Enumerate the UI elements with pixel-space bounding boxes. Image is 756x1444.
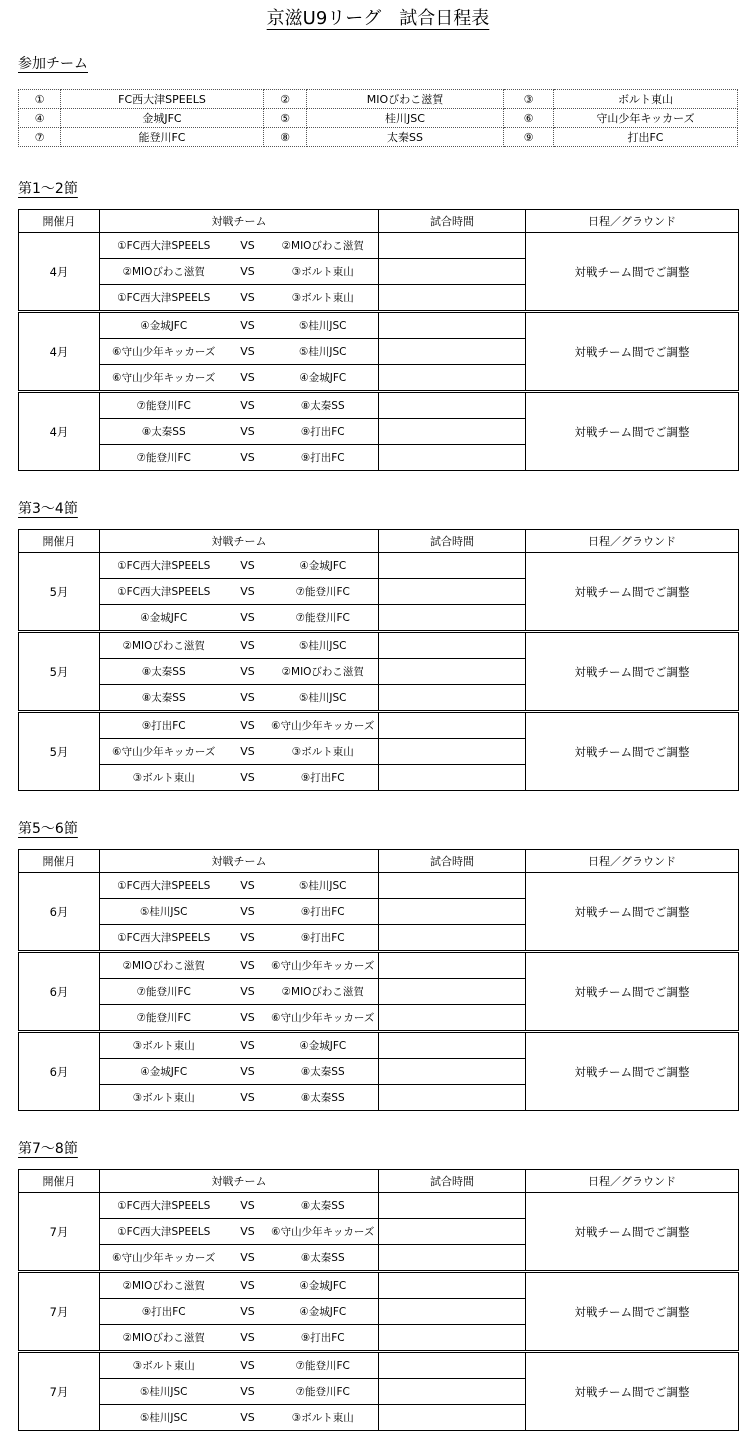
team-name: 打出FC bbox=[554, 128, 738, 147]
vs-label: VS bbox=[228, 765, 268, 791]
match-row bbox=[19, 553, 739, 579]
away-team: ⑧太秦SS bbox=[268, 1085, 379, 1111]
match-row bbox=[19, 873, 739, 899]
header-time: 試合時間 bbox=[379, 1170, 526, 1193]
vs-label: VS bbox=[228, 873, 268, 899]
home-team: ⑤桂川JSC bbox=[100, 1405, 228, 1431]
match-month: 4月 bbox=[19, 233, 100, 312]
team-name: MIOびわこ滋賀 bbox=[307, 90, 504, 109]
home-team: ①FC西大津SPEELS bbox=[100, 1193, 228, 1219]
team-name: ボルト東山 bbox=[554, 90, 738, 109]
vs-label: VS bbox=[228, 1299, 268, 1325]
team-name: 能登川FC bbox=[61, 128, 264, 147]
team-name: 金城JFC bbox=[61, 109, 264, 128]
match-time bbox=[379, 1219, 526, 1245]
away-team: ⑥守山少年キッカーズ bbox=[268, 712, 379, 739]
vs-label: VS bbox=[228, 1193, 268, 1219]
home-team: ⑧太秦SS bbox=[100, 685, 228, 712]
match-time bbox=[379, 1005, 526, 1032]
home-team: ③ボルト東山 bbox=[100, 1085, 228, 1111]
away-team: ⑨打出FC bbox=[268, 445, 379, 471]
away-team: ②MIOびわこ滋賀 bbox=[268, 659, 379, 685]
header-month: 開催月 bbox=[19, 210, 100, 233]
away-team: ⑥守山少年キッカーズ bbox=[268, 1219, 379, 1245]
match-time bbox=[379, 1379, 526, 1405]
match-row bbox=[19, 1352, 739, 1379]
match-row bbox=[19, 312, 739, 339]
match-row bbox=[19, 712, 739, 739]
vs-label: VS bbox=[228, 952, 268, 979]
match-month: 4月 bbox=[19, 392, 100, 471]
away-team: ⑤桂川JSC bbox=[268, 339, 379, 365]
teams-row bbox=[19, 128, 738, 147]
match-time bbox=[379, 685, 526, 712]
header-schedule: 日程／グラウンド bbox=[526, 530, 739, 553]
home-team: ②MIOびわこ滋賀 bbox=[100, 259, 228, 285]
away-team: ⑨打出FC bbox=[268, 925, 379, 952]
match-row bbox=[19, 632, 739, 659]
away-team: ②MIOびわこ滋賀 bbox=[268, 233, 379, 259]
home-team: ⑦能登川FC bbox=[100, 445, 228, 471]
header-row bbox=[19, 1170, 739, 1193]
away-team: ⑦能登川FC bbox=[268, 1352, 379, 1379]
match-month: 4月 bbox=[19, 312, 100, 392]
away-team: ④金城JFC bbox=[268, 1272, 379, 1299]
match-time bbox=[379, 605, 526, 632]
match-month: 7月 bbox=[19, 1193, 100, 1272]
schedule-note: 対戦チーム間でご調整 bbox=[526, 1352, 739, 1431]
home-team: ⑤桂川JSC bbox=[100, 1379, 228, 1405]
header-schedule: 日程／グラウンド bbox=[526, 1170, 739, 1193]
vs-label: VS bbox=[228, 712, 268, 739]
teams-heading: 参加チーム bbox=[18, 56, 88, 72]
vs-label: VS bbox=[228, 659, 268, 685]
header-teams: 対戦チーム bbox=[100, 1170, 379, 1193]
home-team: ⑦能登川FC bbox=[100, 392, 228, 419]
match-time bbox=[379, 259, 526, 285]
match-time bbox=[379, 1352, 526, 1379]
away-team: ④金城JFC bbox=[268, 1032, 379, 1059]
teams-table bbox=[18, 89, 738, 147]
home-team: ①FC西大津SPEELS bbox=[100, 233, 228, 259]
vs-label: VS bbox=[228, 685, 268, 712]
match-time bbox=[379, 952, 526, 979]
away-team: ⑦能登川FC bbox=[268, 579, 379, 605]
home-team: ⑥守山少年キッカーズ bbox=[100, 365, 228, 392]
match-time bbox=[379, 312, 526, 339]
match-time bbox=[379, 233, 526, 259]
away-team: ⑨打出FC bbox=[268, 899, 379, 925]
away-team: ⑤桂川JSC bbox=[268, 873, 379, 899]
schedule-note: 対戦チーム間でご調整 bbox=[526, 952, 739, 1032]
match-row bbox=[19, 1272, 739, 1299]
schedule-table bbox=[18, 849, 739, 1111]
vs-label: VS bbox=[228, 899, 268, 925]
match-month: 6月 bbox=[19, 873, 100, 952]
home-team: ⑦能登川FC bbox=[100, 1005, 228, 1032]
header-schedule: 日程／グラウンド bbox=[526, 210, 739, 233]
home-team: ②MIOびわこ滋賀 bbox=[100, 1325, 228, 1352]
away-team: ⑥守山少年キッカーズ bbox=[268, 952, 379, 979]
header-schedule: 日程／グラウンド bbox=[526, 850, 739, 873]
vs-label: VS bbox=[228, 1032, 268, 1059]
header-row bbox=[19, 530, 739, 553]
team-number: ③ bbox=[504, 90, 554, 109]
vs-label: VS bbox=[228, 579, 268, 605]
away-team: ⑨打出FC bbox=[268, 419, 379, 445]
vs-label: VS bbox=[228, 1245, 268, 1272]
vs-label: VS bbox=[228, 1405, 268, 1431]
match-row bbox=[19, 1032, 739, 1059]
match-time bbox=[379, 419, 526, 445]
away-team: ⑥守山少年キッカーズ bbox=[268, 1005, 379, 1032]
match-time bbox=[379, 1325, 526, 1352]
away-team: ⑧太秦SS bbox=[268, 1193, 379, 1219]
team-name: FC西大津SPEELS bbox=[61, 90, 264, 109]
match-row bbox=[19, 1193, 739, 1219]
home-team: ⑤桂川JSC bbox=[100, 899, 228, 925]
header-teams: 対戦チーム bbox=[100, 530, 379, 553]
vs-label: VS bbox=[228, 925, 268, 952]
away-team: ⑤桂川JSC bbox=[268, 312, 379, 339]
header-time: 試合時間 bbox=[379, 210, 526, 233]
away-team: ③ボルト東山 bbox=[268, 285, 379, 312]
team-name: 守山少年キッカーズ bbox=[554, 109, 738, 128]
home-team: ③ボルト東山 bbox=[100, 1032, 228, 1059]
away-team: ⑤桂川JSC bbox=[268, 632, 379, 659]
away-team: ③ボルト東山 bbox=[268, 1405, 379, 1431]
vs-label: VS bbox=[228, 1005, 268, 1032]
home-team: ⑦能登川FC bbox=[100, 979, 228, 1005]
section-heading: 第7～8節 bbox=[18, 1141, 78, 1157]
header-row bbox=[19, 210, 739, 233]
away-team: ③ボルト東山 bbox=[268, 739, 379, 765]
match-time bbox=[379, 1085, 526, 1111]
team-number: ④ bbox=[19, 109, 61, 128]
home-team: ②MIOびわこ滋賀 bbox=[100, 952, 228, 979]
schedule-table bbox=[18, 1169, 739, 1431]
away-team: ⑤桂川JSC bbox=[268, 685, 379, 712]
home-team: ④金城JFC bbox=[100, 312, 228, 339]
match-time bbox=[379, 285, 526, 312]
away-team: ④金城JFC bbox=[268, 365, 379, 392]
away-team: ⑧太秦SS bbox=[268, 392, 379, 419]
vs-label: VS bbox=[228, 1219, 268, 1245]
match-time bbox=[379, 1272, 526, 1299]
match-time bbox=[379, 979, 526, 1005]
schedule-note: 対戦チーム間でご調整 bbox=[526, 1272, 739, 1352]
home-team: ⑥守山少年キッカーズ bbox=[100, 339, 228, 365]
schedule-note: 対戦チーム間でご調整 bbox=[526, 632, 739, 712]
vs-label: VS bbox=[228, 632, 268, 659]
teams-row bbox=[19, 90, 738, 109]
header-month: 開催月 bbox=[19, 530, 100, 553]
match-time bbox=[379, 1299, 526, 1325]
match-time bbox=[379, 339, 526, 365]
schedule-note: 対戦チーム間でご調整 bbox=[526, 873, 739, 952]
match-time bbox=[379, 392, 526, 419]
header-month: 開催月 bbox=[19, 850, 100, 873]
match-time bbox=[379, 445, 526, 471]
match-time bbox=[379, 873, 526, 899]
match-time bbox=[379, 765, 526, 791]
vs-label: VS bbox=[228, 445, 268, 471]
vs-label: VS bbox=[228, 1379, 268, 1405]
schedule-note: 対戦チーム間でご調整 bbox=[526, 1032, 739, 1111]
section-heading: 第1～2節 bbox=[18, 181, 78, 197]
team-number: ② bbox=[264, 90, 307, 109]
vs-label: VS bbox=[228, 1352, 268, 1379]
section-heading: 第5～6節 bbox=[18, 821, 78, 837]
schedule-note: 対戦チーム間でご調整 bbox=[526, 712, 739, 791]
home-team: ④金城JFC bbox=[100, 605, 228, 632]
match-time bbox=[379, 553, 526, 579]
team-name: 太秦SS bbox=[307, 128, 504, 147]
home-team: ①FC西大津SPEELS bbox=[100, 1219, 228, 1245]
away-team: ⑨打出FC bbox=[268, 1325, 379, 1352]
header-row bbox=[19, 850, 739, 873]
team-number: ⑨ bbox=[504, 128, 554, 147]
schedule-note: 対戦チーム間でご調整 bbox=[526, 312, 739, 392]
schedule-note: 対戦チーム間でご調整 bbox=[526, 553, 739, 632]
match-month: 7月 bbox=[19, 1352, 100, 1431]
match-time bbox=[379, 712, 526, 739]
match-row bbox=[19, 233, 739, 259]
away-team: ④金城JFC bbox=[268, 553, 379, 579]
vs-label: VS bbox=[228, 1059, 268, 1085]
vs-label: VS bbox=[228, 553, 268, 579]
match-time bbox=[379, 1405, 526, 1431]
header-time: 試合時間 bbox=[379, 530, 526, 553]
page-title: 京滋U9リーグ 試合日程表 bbox=[266, 8, 490, 29]
schedule-table bbox=[18, 209, 739, 471]
schedule-table bbox=[18, 529, 739, 791]
away-team: ②MIOびわこ滋賀 bbox=[268, 979, 379, 1005]
match-month: 5月 bbox=[19, 712, 100, 791]
away-team: ⑦能登川FC bbox=[268, 605, 379, 632]
team-name: 桂川JSC bbox=[307, 109, 504, 128]
home-team: ②MIOびわこ滋賀 bbox=[100, 1272, 228, 1299]
vs-label: VS bbox=[228, 392, 268, 419]
schedule-note: 対戦チーム間でご調整 bbox=[526, 1193, 739, 1272]
vs-label: VS bbox=[228, 259, 268, 285]
match-month: 6月 bbox=[19, 952, 100, 1032]
away-team: ③ボルト東山 bbox=[268, 259, 379, 285]
away-team: ⑧太秦SS bbox=[268, 1245, 379, 1272]
home-team: ⑧太秦SS bbox=[100, 659, 228, 685]
match-month: 5月 bbox=[19, 632, 100, 712]
home-team: ①FC西大津SPEELS bbox=[100, 553, 228, 579]
section-heading: 第3～4節 bbox=[18, 501, 78, 517]
home-team: ⑨打出FC bbox=[100, 1299, 228, 1325]
header-teams: 対戦チーム bbox=[100, 850, 379, 873]
teams-row bbox=[19, 109, 738, 128]
match-row bbox=[19, 392, 739, 419]
home-team: ⑥守山少年キッカーズ bbox=[100, 739, 228, 765]
vs-label: VS bbox=[228, 1085, 268, 1111]
match-time bbox=[379, 365, 526, 392]
match-time bbox=[379, 925, 526, 952]
vs-label: VS bbox=[228, 1325, 268, 1352]
match-time bbox=[379, 659, 526, 685]
vs-label: VS bbox=[228, 605, 268, 632]
home-team: ①FC西大津SPEELS bbox=[100, 285, 228, 312]
vs-label: VS bbox=[228, 339, 268, 365]
away-team: ④金城JFC bbox=[268, 1299, 379, 1325]
vs-label: VS bbox=[228, 739, 268, 765]
vs-label: VS bbox=[228, 285, 268, 312]
home-team: ①FC西大津SPEELS bbox=[100, 925, 228, 952]
team-number: ⑤ bbox=[264, 109, 307, 128]
team-number: ⑧ bbox=[264, 128, 307, 147]
header-time: 試合時間 bbox=[379, 850, 526, 873]
home-team: ③ボルト東山 bbox=[100, 1352, 228, 1379]
home-team: ④金城JFC bbox=[100, 1059, 228, 1085]
team-number: ⑦ bbox=[19, 128, 61, 147]
vs-label: VS bbox=[228, 312, 268, 339]
home-team: ②MIOびわこ滋賀 bbox=[100, 632, 228, 659]
schedule-note: 対戦チーム間でご調整 bbox=[526, 233, 739, 312]
match-time bbox=[379, 1193, 526, 1219]
header-teams: 対戦チーム bbox=[100, 210, 379, 233]
schedule-note: 対戦チーム間でご調整 bbox=[526, 392, 739, 471]
away-team: ⑧太秦SS bbox=[268, 1059, 379, 1085]
match-time bbox=[379, 1059, 526, 1085]
away-team: ⑨打出FC bbox=[268, 765, 379, 791]
vs-label: VS bbox=[228, 979, 268, 1005]
vs-label: VS bbox=[228, 233, 268, 259]
home-team: ⑥守山少年キッカーズ bbox=[100, 1245, 228, 1272]
match-time bbox=[379, 579, 526, 605]
home-team: ③ボルト東山 bbox=[100, 765, 228, 791]
match-time bbox=[379, 899, 526, 925]
match-time bbox=[379, 1032, 526, 1059]
home-team: ①FC西大津SPEELS bbox=[100, 579, 228, 605]
match-time bbox=[379, 1245, 526, 1272]
home-team: ①FC西大津SPEELS bbox=[100, 873, 228, 899]
match-month: 6月 bbox=[19, 1032, 100, 1111]
header-month: 開催月 bbox=[19, 1170, 100, 1193]
team-number: ⑥ bbox=[504, 109, 554, 128]
vs-label: VS bbox=[228, 1272, 268, 1299]
match-month: 7月 bbox=[19, 1272, 100, 1352]
home-team: ⑧太秦SS bbox=[100, 419, 228, 445]
team-number: ① bbox=[19, 90, 61, 109]
vs-label: VS bbox=[228, 419, 268, 445]
match-time bbox=[379, 632, 526, 659]
match-row bbox=[19, 952, 739, 979]
match-time bbox=[379, 739, 526, 765]
vs-label: VS bbox=[228, 365, 268, 392]
match-month: 5月 bbox=[19, 553, 100, 632]
away-team: ⑦能登川FC bbox=[268, 1379, 379, 1405]
home-team: ⑨打出FC bbox=[100, 712, 228, 739]
